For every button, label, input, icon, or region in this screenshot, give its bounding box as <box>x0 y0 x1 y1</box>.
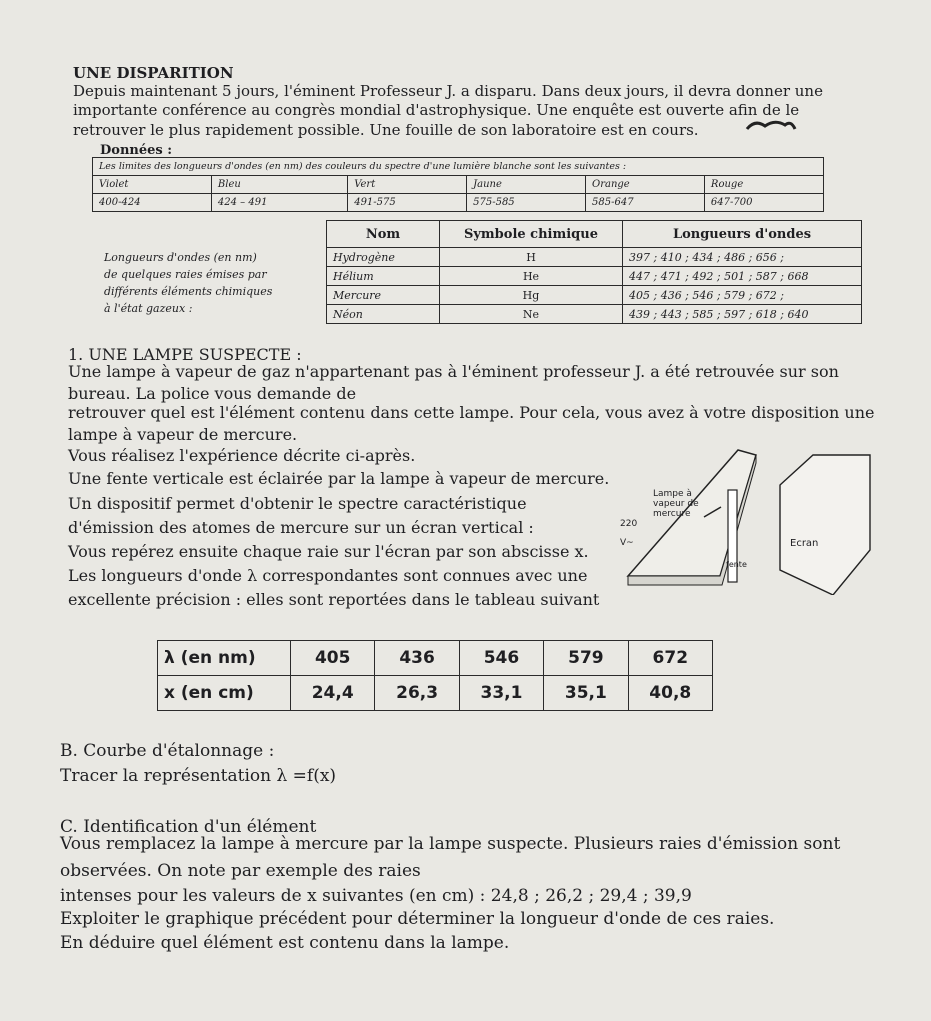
element-table-header: Symbole chimique <box>440 221 623 248</box>
experiment-diagram <box>608 445 880 595</box>
donnees-label: Données : <box>100 143 173 158</box>
element-table-header: Nom <box>327 221 440 248</box>
lamp-label <box>653 489 699 519</box>
lamp-label-line: Lampe à <box>653 489 692 499</box>
element-name: Hélium <box>327 267 440 286</box>
color-range: 491-575 <box>348 194 467 212</box>
element-waves: 397 ; 410 ; 434 ; 486 ; 656 ; <box>623 248 862 267</box>
section1-line: bureau. La police vous demande de <box>68 384 357 403</box>
lambda-value: 579 <box>544 641 628 676</box>
color-name: Rouge <box>704 176 823 194</box>
screen-label: Ecran <box>790 538 819 549</box>
ink-mark <box>745 116 797 130</box>
section1-line: Une lampe à vapeur de gaz n'appartenant pas à l'éminent professeur J. a été retrouvée sur son <box>68 362 839 381</box>
intro-line: importante conférence au congrès mondial d'astrophysique. Une enquête est ouverte afin de le <box>73 101 800 119</box>
color-limits-table <box>92 157 824 212</box>
lambda-value: 546 <box>459 641 543 676</box>
experiment-diagram-svg <box>608 445 880 595</box>
element-table-side-label: différents éléments chimiques <box>104 285 273 298</box>
element-symbol: H <box>440 248 623 267</box>
color-name: Vert <box>348 176 467 194</box>
partC-line: Vous remplacez la lampe à mercure par la lampe suspecte. Plusieurs raies d'émission sont <box>60 834 841 854</box>
element-name: Néon <box>327 305 440 324</box>
element-wavelength-table <box>326 220 862 324</box>
section1-line: excellente précision : elles sont reportées dans le tableau suivant <box>68 590 600 609</box>
partC-line: intenses pour les valeurs de x suivantes (en cm) : 24,8 ; 26,2 ; 29,4 ; 39,9 <box>60 886 692 906</box>
color-range: 585-647 <box>586 194 705 212</box>
element-name: Hydrogène <box>327 248 440 267</box>
section-title: 1. UNE LAMPE SUSPECTE : <box>68 345 302 364</box>
color-name: Violet <box>93 176 212 194</box>
screen <box>780 455 870 595</box>
lambda-value: 436 <box>375 641 459 676</box>
element-symbol: He <box>440 267 623 286</box>
partB-line: Tracer la représentation λ =f(x) <box>60 766 337 786</box>
partC-title: C. Identification d'un élément <box>60 817 317 837</box>
voltage-symbol: V~ <box>620 538 634 548</box>
section1-line: d'émission des atomes de mercure sur un écran vertical : <box>68 518 534 537</box>
partB-title: B. Courbe d'étalonnage : <box>60 741 275 761</box>
element-waves: 405 ; 436 ; 546 ; 579 ; 672 ; <box>623 286 862 305</box>
color-range: 575-585 <box>467 194 586 212</box>
partC-line: Exploiter le graphique précédent pour déterminer la longueur d'onde de ces raies. <box>60 909 775 929</box>
partC-line: observées. On note par exemple des raies <box>60 861 421 881</box>
element-waves: 447 ; 471 ; 492 ; 501 ; 587 ; 668 <box>623 267 862 286</box>
element-table-header: Longueurs d'ondes <box>623 221 862 248</box>
x-label: x (en cm) <box>158 676 291 711</box>
element-symbol: Ne <box>440 305 623 324</box>
slit-label: fente <box>726 560 747 569</box>
x-value: 35,1 <box>544 676 628 711</box>
lambda-value: 405 <box>291 641 375 676</box>
section1-line: retrouver quel est l'élément contenu dans cette lampe. Pour cela, vous avez à votre disposition une <box>68 403 875 422</box>
element-table-side-label: de quelques raies émises par <box>104 268 267 281</box>
partC-line: En déduire quel élément est contenu dans la lampe. <box>60 933 510 953</box>
color-name: Bleu <box>211 176 347 194</box>
section1-line: lampe à vapeur de mercure. <box>68 425 298 444</box>
section1-line: Vous réalisez l'expérience décrite ci-après. <box>68 446 416 465</box>
intro-line: retrouver le plus rapidement possible. Une fouille de son laboratoire est en cours. <box>73 121 699 139</box>
lambda-label: λ (en nm) <box>158 641 291 676</box>
element-table-side-label: à l'état gazeux : <box>104 302 193 315</box>
page-title: UNE DISPARITION <box>73 64 234 82</box>
lamp-label-line: mercure <box>653 509 691 519</box>
color-range: 400-424 <box>93 194 212 212</box>
section1-line: Vous repérez ensuite chaque raie sur l'écran par son abscisse x. <box>68 542 589 561</box>
x-value: 33,1 <box>459 676 543 711</box>
element-waves: 439 ; 443 ; 585 ; 597 ; 618 ; 640 <box>623 305 862 324</box>
element-symbol: Hg <box>440 286 623 305</box>
color-name: Jaune <box>467 176 586 194</box>
measurement-table <box>157 640 713 711</box>
color-table-caption: Les limites des longueurs d'ondes (en nm) des couleurs du spectre d'une lumière blanche sont les suivantes : <box>93 158 824 176</box>
color-name: Orange <box>586 176 705 194</box>
lambda-value: 672 <box>628 641 712 676</box>
voltage-label: 220 <box>620 519 638 529</box>
x-value: 24,4 <box>291 676 375 711</box>
intro-line: Depuis maintenant 5 jours, l'éminent Professeur J. a disparu. Dans deux jours, il devra donner une <box>73 82 823 100</box>
lamp-label-line: vapeur de <box>653 499 699 509</box>
x-value: 26,3 <box>375 676 459 711</box>
color-range: 424 – 491 <box>211 194 347 212</box>
section1-line: Les longueurs d'onde λ correspondantes sont connues avec une <box>68 566 588 585</box>
element-name: Mercure <box>327 286 440 305</box>
element-table-side-label: Longueurs d'ondes (en nm) <box>104 251 257 264</box>
color-range: 647-700 <box>704 194 823 212</box>
x-value: 40,8 <box>628 676 712 711</box>
section1-line: Une fente verticale est éclairée par la lampe à vapeur de mercure. <box>68 469 610 488</box>
section1-line: Un dispositif permet d'obtenir le spectre caractéristique <box>68 494 527 513</box>
